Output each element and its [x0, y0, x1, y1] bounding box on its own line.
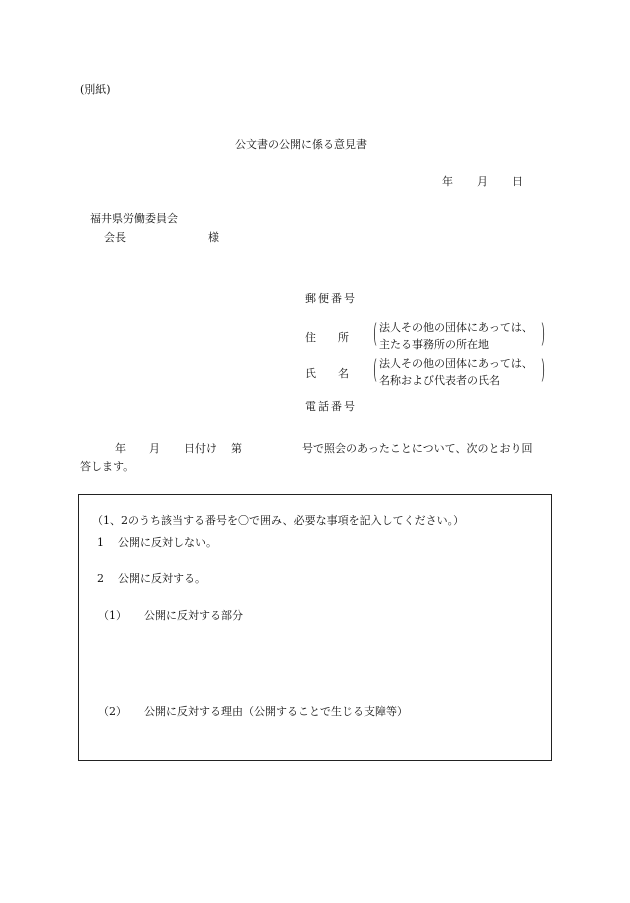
document-title: 公文書の公開に係る意見書	[235, 138, 367, 151]
option-2-text: 公開に反対する。	[118, 572, 206, 585]
body-date: 日付け	[184, 442, 217, 455]
subitem-1-number: （1）	[98, 609, 127, 622]
body-line-2: 答します。	[80, 460, 135, 473]
response-box	[78, 494, 552, 761]
body-year: 年	[115, 442, 126, 455]
postal-code-label: 郵便番号	[305, 292, 357, 305]
subitem-2-text: 公開に反対する理由（公開することで生じる支障等）	[144, 705, 408, 718]
address-note-close-paren: )	[541, 319, 545, 349]
name-note-line-2: 名称および代表者の氏名	[379, 374, 500, 387]
option-1-number: 1	[97, 536, 104, 549]
option-1-text: 公開に反対しない。	[118, 536, 217, 549]
phone-label: 電話番号	[305, 400, 357, 413]
addressee-organization: 福井県労働委員会	[90, 212, 178, 225]
address-note-open-paren: (	[373, 319, 377, 349]
addressee-position: 会長	[104, 231, 126, 244]
address-note-line-1: 法人その他の団体にあっては、	[379, 321, 533, 334]
name-note-line-1: 法人その他の団体にあっては、	[379, 357, 533, 370]
name-label: 氏 名	[305, 367, 349, 380]
body-month: 月	[149, 442, 160, 455]
address-note-line-2: 主たる事務所の所在地	[379, 338, 489, 351]
address-label: 住 所	[305, 331, 349, 344]
addressee-honorific: 様	[208, 231, 219, 244]
subitem-1-text: 公開に反対する部分	[144, 609, 243, 622]
name-note-open-paren: (	[373, 355, 377, 385]
option-2-number: 2	[97, 572, 104, 585]
body-line-1: 号で照会のあったことについて、次のとおり回	[302, 442, 533, 455]
date-month-label: 月	[477, 175, 488, 188]
date-day-label: 日	[512, 175, 523, 188]
body-number-prefix: 第	[231, 442, 242, 455]
annex-label: (別紙)	[80, 83, 111, 96]
subitem-2-number: （2）	[98, 705, 127, 718]
date-year-label: 年	[442, 175, 453, 188]
name-note-close-paren: )	[541, 355, 545, 385]
box-instruction: （1、2のうち該当する番号を〇で囲み、必要な事項を記入してください。）	[92, 514, 465, 527]
